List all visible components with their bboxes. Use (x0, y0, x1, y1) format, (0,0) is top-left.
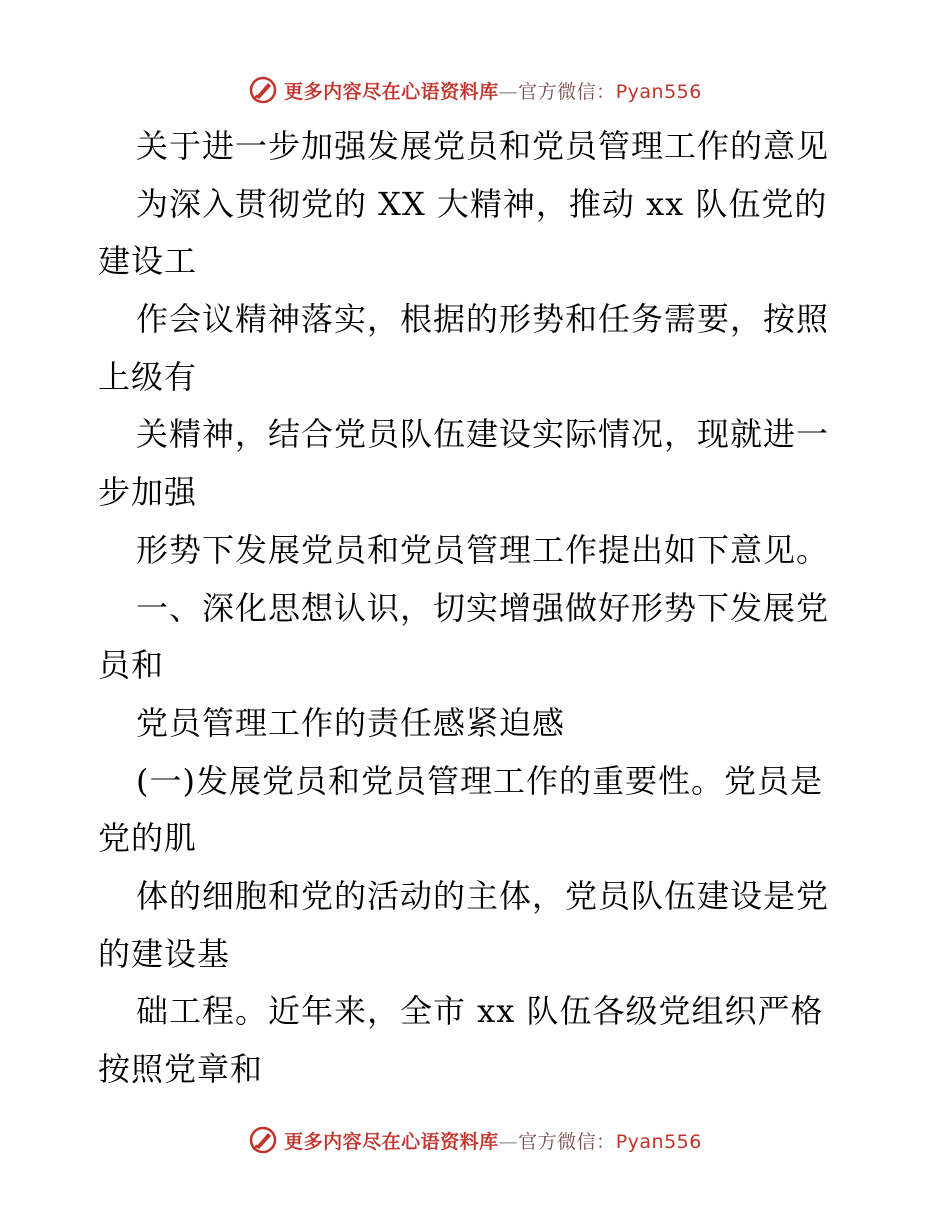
text-line: 础工程。近年来，全市 xx 队伍各级党组织严格 (136, 992, 824, 1031)
document-body (98, 118, 858, 1099)
text-line: 按照党章和 (98, 1050, 264, 1088)
header-watermark (0, 72, 950, 108)
text-line: 体的细胞和党的活动的主体，党员队伍建设是党 (136, 876, 830, 915)
footer-watermark (0, 1122, 950, 1158)
text-line: 上级有 (98, 357, 198, 396)
text-line: 一、深化思想认识，切实增强做好形势下发展党 (136, 588, 830, 627)
feather-pen-icon (248, 1125, 278, 1155)
text-line: 建设工 (98, 242, 198, 281)
text-line: 关精神，结合党员队伍建设实际情况，现就进一 (136, 415, 830, 454)
text-line: 员和 (98, 646, 165, 685)
watermark-separator: — (498, 1130, 519, 1153)
watermark-text (284, 1127, 702, 1154)
text-line: 的建设基 (98, 934, 231, 973)
watermark-account: Pyan556 (615, 80, 702, 103)
watermark-brand: 更多内容尽在心语资料库 (284, 80, 499, 103)
text-line: 党的肌 (98, 819, 198, 858)
text-line: 作会议精神落实，根据的形势和任务需要，按照 (136, 300, 830, 339)
watermark-text (284, 77, 702, 104)
text-line: 形势下发展党员和党员管理工作提出如下意见。 (136, 530, 830, 569)
text-line: 为深入贯彻党的 XX 大精神，推动 xx 队伍党的 (136, 184, 828, 223)
text-line: 关于进一步加强发展党员和党员管理工作的意见 (136, 127, 830, 165)
text-line: (一)发展党员和党员管理工作的重要性。党员是 (136, 761, 823, 800)
text-line: 步加强 (98, 473, 198, 512)
watermark-brand: 更多内容尽在心语资料库 (284, 1130, 499, 1153)
watermark-separator: — (498, 80, 519, 103)
watermark-label: 官方微信： (518, 80, 616, 103)
feather-pen-icon (248, 75, 278, 105)
watermark-label: 官方微信： (518, 1130, 616, 1153)
watermark-account: Pyan556 (615, 1130, 702, 1153)
text-line: 党员管理工作的责任感紧迫感 (136, 703, 566, 742)
